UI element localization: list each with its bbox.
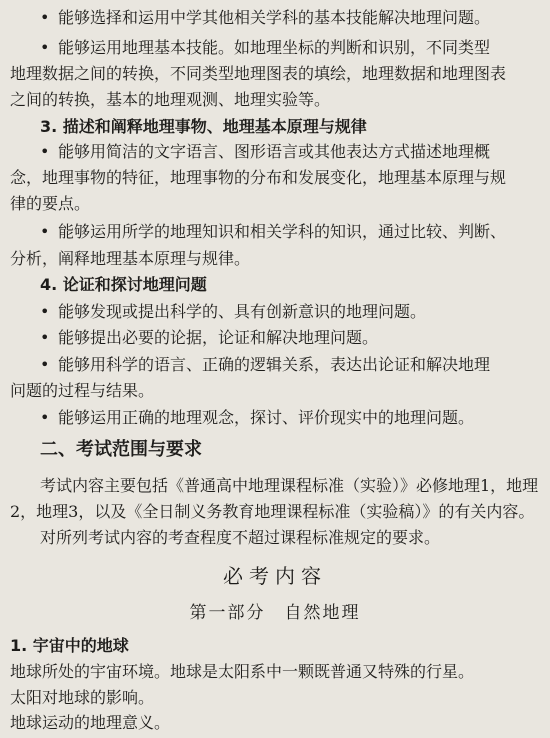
- paragraph-line: 对所列考试内容的考查程度不超过课程标准规定的要求。: [40, 528, 441, 547]
- bullet-item: • 能够运用地理基本技能。如地理坐标的判断和识别，不同类型: [40, 38, 490, 58]
- paragraph-line: 念，地理事物的特征，地理事物的分布和发展变化，地理基本原理与规: [10, 168, 507, 187]
- paragraph-line: 分析，阐释地理基本原理与规律。: [10, 249, 251, 268]
- bullet-item: • 能够用简洁的文字语言、图形语言或其他表达方式描述地理概: [40, 142, 490, 162]
- part-title: 第一部分 自然地理: [189, 603, 361, 623]
- paragraph-line: 地理数据之间的转换，不同类型地理图表的填绘，地理数据和地理图表: [10, 64, 507, 83]
- paragraph-line: 地球所处的宇宙环境。地球是太阳系中一颗既普通又特殊的行星。: [10, 662, 475, 681]
- bullet-item: • 能够提出必要的论据，论证和解决地理问题。: [40, 328, 378, 348]
- paragraph-line: 考试内容主要包括《普通高中地理课程标准（实验）》必修地理1，地理: [40, 476, 539, 495]
- section-title: 必考内容: [223, 564, 327, 588]
- section-heading: 4. 论证和探讨地理问题: [40, 275, 207, 294]
- paragraph-line: 问题的过程与结果。: [10, 381, 155, 400]
- paragraph-line: 之间的转换，基本的地理观测、地理实验等。: [10, 90, 331, 109]
- paragraph-line: 律的要点。: [10, 194, 91, 213]
- chapter-heading: 二、考试范围与要求: [40, 439, 202, 460]
- topic-heading: 1. 宇宙中的地球: [10, 636, 129, 655]
- paragraph-line: 地球运动的地理意义。: [10, 713, 171, 732]
- bullet-item: • 能够运用所学的地理知识和相关学科的知识，通过比较、判断、: [40, 222, 506, 242]
- section-heading: 3. 描述和阐释地理事物、地理基本原理与规律: [40, 117, 367, 136]
- paragraph-line: 2，地理3，以及《全日制义务教育地理课程标准（实验稿）》的有关内容。: [10, 502, 535, 521]
- bullet-item: • 能够选择和运用中学其他相关学科的基本技能解决地理问题。: [40, 8, 490, 28]
- bullet-item: • 能够运用正确的地理观念，探讨、评价现实中的地理问题。: [40, 408, 474, 428]
- bullet-item: • 能够发现或提出科学的、具有创新意识的地理问题。: [40, 302, 426, 322]
- bullet-item: • 能够用科学的语言、正确的逻辑关系，表达出论证和解决地理: [40, 355, 490, 375]
- paragraph-line: 太阳对地球的影响。: [10, 688, 155, 707]
